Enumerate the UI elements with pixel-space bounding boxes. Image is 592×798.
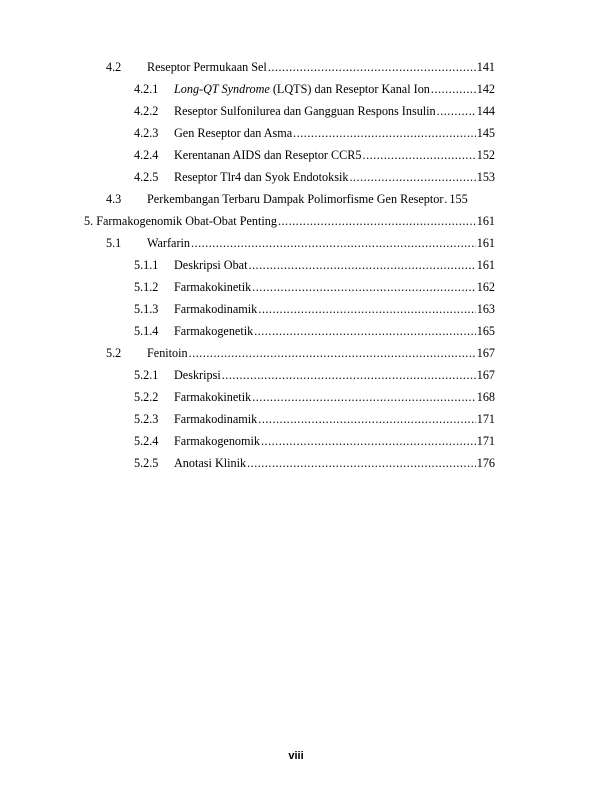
toc-chapter-entry [84,212,495,230]
toc-entry [134,322,495,340]
toc-entry-page: 161 [476,214,495,228]
toc-entry-number: 5.1 [106,236,122,250]
toc-entry-page: 142 [476,82,495,96]
toc-entry-number: 5.1.3 [134,302,159,316]
toc-leader-dots [254,322,476,340]
toc-entry [134,388,495,406]
toc-entry-page: 167 [476,346,495,360]
toc-entry-page: 155 [449,192,468,206]
toc-entry-number: 5.2.1 [134,368,159,382]
toc-entry-title: Gen Reseptor dan Asma [174,126,293,140]
toc-entry-title: Reseptor Sulfonilurea dan Gangguan Respons Insulin [174,104,436,118]
toc-entry-page: 171 [476,412,495,426]
toc-entry-page: 141 [476,60,495,74]
toc-entry [134,300,495,318]
toc-entry-title: Warfarin [147,236,191,250]
toc-entry-number: 5.2.2 [134,390,159,404]
page-number: viii [288,750,304,762]
toc-entry-title: Farmakodinamik [174,302,258,316]
toc-entry-title: Perkembangan Terbaru Dampak Polimorfisme Gen Reseptor [147,192,444,206]
toc-entry-title: Farmakodinamik [174,412,258,426]
toc-leader-dots [278,212,476,230]
toc-leader-dots [268,58,476,76]
toc-entry [106,234,495,252]
toc-entry-number: 4.2.5 [134,170,159,184]
toc-entry-title: Farmakokinetik [174,390,252,404]
toc-entry-page: 161 [476,236,495,250]
toc-entry-page: 152 [476,148,495,162]
toc-leader-dots [363,146,476,164]
toc-entry-number: 4.2.3 [134,126,159,140]
toc-leader-dots [431,80,476,98]
toc-entry-number: 5.2.5 [134,456,159,470]
toc-entry-title: Deskripsi [174,368,221,382]
toc-entry [134,454,495,472]
toc-entry [134,168,495,186]
toc-entry-number: 4.3 [106,192,122,206]
toc-entry-title: 5. Farmakogenomik Obat-Obat Penting [84,214,277,228]
toc-entry [134,366,495,384]
toc-entry-title-italic: Long-QT Syndrome [174,82,270,96]
toc-entry-page: 165 [476,324,495,338]
toc-entry-number: 5.2.3 [134,412,159,426]
toc-entry [134,146,495,164]
toc-leader-dots [248,256,475,274]
toc-entry [134,256,495,274]
toc-entry-number: 4.2.2 [134,104,159,118]
toc-entry-number: 5.1.2 [134,280,159,294]
toc-entry-page: 145 [476,126,495,140]
toc-entry [134,278,495,296]
toc-entry-number: 5.1.4 [134,324,159,338]
toc-leader-dots [247,454,476,472]
toc-leader-dots [189,344,476,362]
toc-entry-page: 171 [476,434,495,448]
toc-entry [134,432,495,450]
toc-leader-dots [258,410,475,428]
toc-leader-dots [191,234,476,252]
toc-entry [106,344,495,362]
toc-leader-dots [261,432,476,450]
toc-entry [134,80,495,98]
toc-entry-page: 144 [476,104,495,118]
toc-entry-page: 163 [476,302,495,316]
toc-leader-dots [349,168,475,186]
toc-entry-title: Anotasi Klinik [174,456,247,470]
toc-entry-page: 168 [476,390,495,404]
toc-entry-page: 161 [476,258,495,272]
toc-entry-title: Farmakogenetik [174,324,254,338]
toc-entry-title: Farmakogenomik [174,434,260,448]
toc-entry-number: 4.2.4 [134,148,159,162]
toc-entry-title: Kerentanan AIDS dan Reseptor CCR5 [174,148,362,162]
toc-entry-page: 176 [476,456,495,470]
toc-leader-dots [258,300,475,318]
toc-entry-title [174,80,430,98]
toc-entry-page: 167 [476,368,495,382]
toc-leader-dots [437,102,476,120]
toc-entry [106,58,495,76]
toc-entry-page: 162 [476,280,495,294]
toc-entry-page: 153 [476,170,495,184]
toc-entry-title-rest: (LQTS) dan Reseptor Kanal Ion [269,82,430,96]
toc-entry-number: 5.2 [106,346,122,360]
toc-entry-number: 5.1.1 [134,258,159,272]
toc-leader-dots [222,366,476,384]
toc-entry-title: Reseptor Permukaan Sel [147,60,267,74]
toc-entry-title: Farmakokinetik [174,280,252,294]
toc-entry [134,124,495,142]
toc-entry-number: 5.2.4 [134,434,159,448]
toc-leader-dots [444,190,448,208]
toc-entry-title: Deskripsi Obat [174,258,248,272]
toc-entry-number: 4.2.1 [134,82,159,96]
toc-entry-number: 4.2 [106,60,122,74]
toc-entry-title: Fenitoin [147,346,188,360]
toc-entry [106,190,495,208]
toc-leader-dots [293,124,476,142]
toc-entry [134,410,495,428]
toc-entry [134,102,495,120]
toc-entry-title: Reseptor Tlr4 dan Syok Endotoksik [174,170,349,184]
toc-leader-dots [252,388,476,406]
toc-leader-dots [252,278,476,296]
